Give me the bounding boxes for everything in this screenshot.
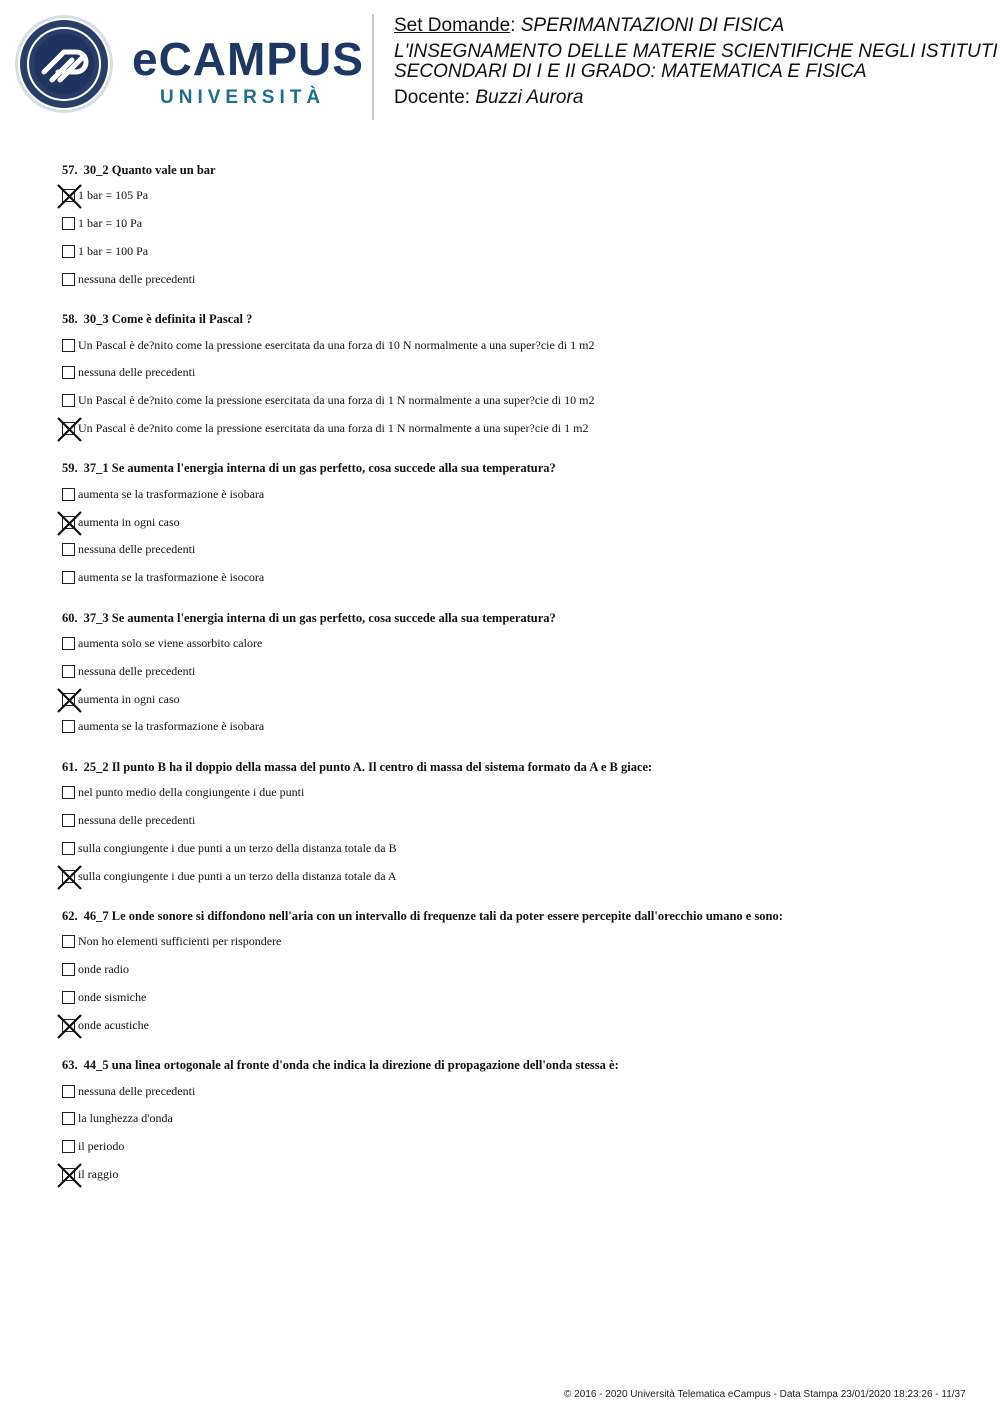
answer-text: nessuna delle precedenti (78, 812, 196, 827)
question-title (62, 458, 962, 480)
answer-option (62, 265, 962, 293)
header-info (394, 14, 1000, 110)
answer-text: Un Pascal è de?nito come la pressione esercitata da una forza di 1 N normalmente a una super?cie di 1 m2 (78, 420, 589, 435)
question-block (62, 906, 962, 1039)
answer-checkbox-checked[interactable] (62, 516, 75, 529)
teacher-row (394, 86, 1000, 110)
question-block (62, 1055, 962, 1188)
question-block (62, 458, 962, 591)
teacher-label: Docente: (394, 87, 476, 108)
answer-option (62, 630, 962, 658)
answer-text: aumenta in ogni caso (78, 514, 180, 529)
answer-option (62, 1133, 962, 1161)
question-title (62, 160, 962, 182)
answer-text: 1 bar = 105 Pa (78, 188, 149, 203)
answer-checkbox[interactable] (62, 786, 75, 799)
answer-text: Non ho elementi sufficienti per rispondere (78, 934, 282, 949)
set-separator: : (510, 15, 521, 36)
answer-option (62, 331, 962, 359)
question-text: 25_2 Il punto B ha il doppio della massa del punto A. Il centro di massa del sistema formato da A e B giace: (83, 759, 653, 774)
answer-checkbox[interactable] (62, 571, 75, 584)
answer-checkbox[interactable] (62, 217, 75, 230)
answer-text: aumenta se la trasformazione è isocora (78, 570, 265, 585)
answer-text: il periodo (78, 1139, 125, 1154)
answer-option (62, 508, 962, 536)
answer-option (62, 359, 962, 387)
x-mark-icon (57, 417, 82, 442)
page-footer: © 2016 - 2020 Università Telematica eCampus - Data Stampa 23/01/2020 18:23:26 - 11/37 (564, 1389, 966, 1400)
question-title (62, 309, 962, 331)
answer-text: aumenta solo se viene assorbito calore (78, 635, 263, 650)
ecampus-seal-logo (14, 14, 114, 114)
question-block (62, 309, 962, 442)
set-title: SPERIMANTAZIONI DI FISICA (520, 15, 785, 36)
answer-checkbox[interactable] (62, 543, 75, 556)
course-line-2: SECONDARI DI I E II GRADO: MATEMATICA E FISICA (394, 61, 867, 82)
question-number: 60. (62, 610, 78, 625)
answer-text: nessuna delle precedenti (78, 542, 196, 557)
answer-option (62, 1161, 962, 1189)
question-text: 46_7 Le onde sonore si diffondono nell'aria con un intervallo di frequenze tali da poter essere percepite dall'orecchio umano e sono: (83, 908, 783, 923)
brand-name: eCAMPUS (132, 33, 364, 85)
answer-checkbox[interactable] (62, 842, 75, 855)
question-number: 57. (62, 163, 78, 177)
answer-option (62, 564, 962, 592)
answer-checkbox[interactable] (62, 720, 75, 733)
answer-text: sulla congiungente i due punti a un terzo della distanza totale da B (78, 840, 397, 855)
answer-text: Un Pascal è de?nito come la pressione esercitata da una forza di 10 N normalmente a una super?cie di 1 m2 (78, 337, 595, 352)
answer-text: nessuna delle precedenti (78, 1083, 196, 1098)
answer-text: onde sismiche (78, 989, 147, 1004)
x-mark-icon (57, 865, 82, 890)
answer-option (62, 834, 962, 862)
answer-option (62, 182, 962, 210)
question-list (62, 160, 962, 1204)
question-number: 61. (62, 759, 78, 774)
answer-option (62, 779, 962, 807)
answer-text: onde radio (78, 962, 129, 977)
answer-checkbox[interactable] (62, 963, 75, 976)
answer-option (62, 415, 962, 443)
course-line-1: L'INSEGNAMENTO DELLE MATERIE SCIENTIFICHE NEGLI ISTITUTI (394, 41, 998, 62)
answer-option (62, 1105, 962, 1133)
x-mark-icon (57, 184, 82, 209)
answer-text: il raggio (78, 1166, 119, 1181)
answer-checkbox[interactable] (62, 665, 75, 678)
question-text: 30_3 Come è definita il Pascal ? (83, 312, 253, 327)
answer-checkbox[interactable] (62, 1085, 75, 1098)
answer-text: aumenta in ogni caso (78, 691, 180, 706)
question-number: 58. (62, 312, 78, 327)
answer-checkbox[interactable] (62, 245, 75, 258)
answer-checkbox[interactable] (62, 394, 75, 407)
answer-option (62, 238, 962, 266)
answer-text: nessuna delle precedenti (78, 365, 196, 380)
question-title (62, 608, 962, 630)
header-divider (372, 14, 374, 120)
answer-checkbox[interactable] (62, 488, 75, 501)
teacher-name: Buzzi Aurora (475, 87, 584, 108)
answer-checkbox[interactable] (62, 339, 75, 352)
answer-checkbox[interactable] (62, 814, 75, 827)
set-title-row (394, 14, 1000, 38)
answer-option (62, 713, 962, 741)
x-mark-icon (57, 688, 82, 713)
set-domande-link[interactable]: Set Domande (394, 15, 511, 36)
question-title (62, 906, 962, 928)
brand-subtitle: UNIVERSITÀ (160, 87, 326, 108)
answer-option (62, 956, 962, 984)
answer-option (62, 536, 962, 564)
question-number: 59. (62, 461, 78, 476)
question-number: 63. (62, 1058, 78, 1073)
question-text: 37_1 Se aumenta l'energia interna di un gas perfetto, cosa succede alla sua temperatura? (83, 461, 556, 476)
answer-checkbox-checked[interactable] (62, 693, 75, 706)
answer-checkbox[interactable] (62, 991, 75, 1004)
question-block (62, 757, 962, 890)
page-header (0, 0, 1000, 130)
answer-checkbox[interactable] (62, 935, 75, 948)
question-text: 30_2 Quanto vale un bar (83, 163, 216, 177)
answer-text: onde acustiche (78, 1017, 149, 1032)
question-title (62, 757, 962, 779)
answer-option (62, 807, 962, 835)
x-mark-icon (57, 511, 82, 536)
answer-checkbox-checked[interactable] (62, 422, 75, 435)
answer-text: sulla congiungente i due punti a un terzo della distanza totale da A (78, 868, 397, 883)
answer-text: 1 bar = 100 Pa (78, 243, 149, 258)
answer-checkbox-checked[interactable] (62, 1019, 75, 1032)
answer-option (62, 928, 962, 956)
question-text: 37_3 Se aumenta l'energia interna di un gas perfetto, cosa succede alla sua temperatura? (83, 610, 556, 625)
answer-checkbox[interactable] (62, 1112, 75, 1125)
answer-checkbox-checked[interactable] (62, 189, 75, 202)
answer-option (62, 1077, 962, 1105)
answer-text: nessuna delle precedenti (78, 663, 196, 678)
question-text: 44_5 una linea ortogonale al fronte d'onda che indica la direzione di propagazione dell'onda stessa è: (83, 1058, 619, 1073)
answer-checkbox[interactable] (62, 273, 75, 286)
answer-text: la lunghezza d'onda (78, 1111, 173, 1126)
answer-text: nel punto medio della congiungente i due punti (78, 785, 305, 800)
x-mark-icon (57, 1163, 82, 1188)
answer-option (62, 685, 962, 713)
answer-option (62, 862, 962, 890)
answer-option (62, 984, 962, 1012)
answer-text: Un Pascal è de?nito come la pressione esercitata da una forza di 1 N normalmente a una super?cie di 10 m2 (78, 393, 595, 408)
question-block (62, 608, 962, 741)
answer-checkbox-checked[interactable] (62, 1168, 75, 1181)
answer-checkbox[interactable] (62, 366, 75, 379)
answer-text: aumenta se la trasformazione è isobara (78, 486, 265, 501)
answer-option (62, 387, 962, 415)
answer-text: nessuna delle precedenti (78, 271, 196, 286)
answer-text: 1 bar = 10 Pa (78, 216, 143, 231)
answer-text: aumenta se la trasformazione è isobara (78, 719, 265, 734)
x-mark-icon (57, 1014, 82, 1039)
question-title (62, 1055, 962, 1077)
answer-option (62, 657, 962, 685)
question-number: 62. (62, 908, 78, 923)
answer-option (62, 210, 962, 238)
answer-checkbox-checked[interactable] (62, 870, 75, 883)
answer-checkbox[interactable] (62, 1140, 75, 1153)
answer-option (62, 480, 962, 508)
question-block (62, 160, 962, 293)
course-name (394, 42, 1000, 82)
answer-checkbox[interactable] (62, 637, 75, 650)
answer-option (62, 1011, 962, 1039)
